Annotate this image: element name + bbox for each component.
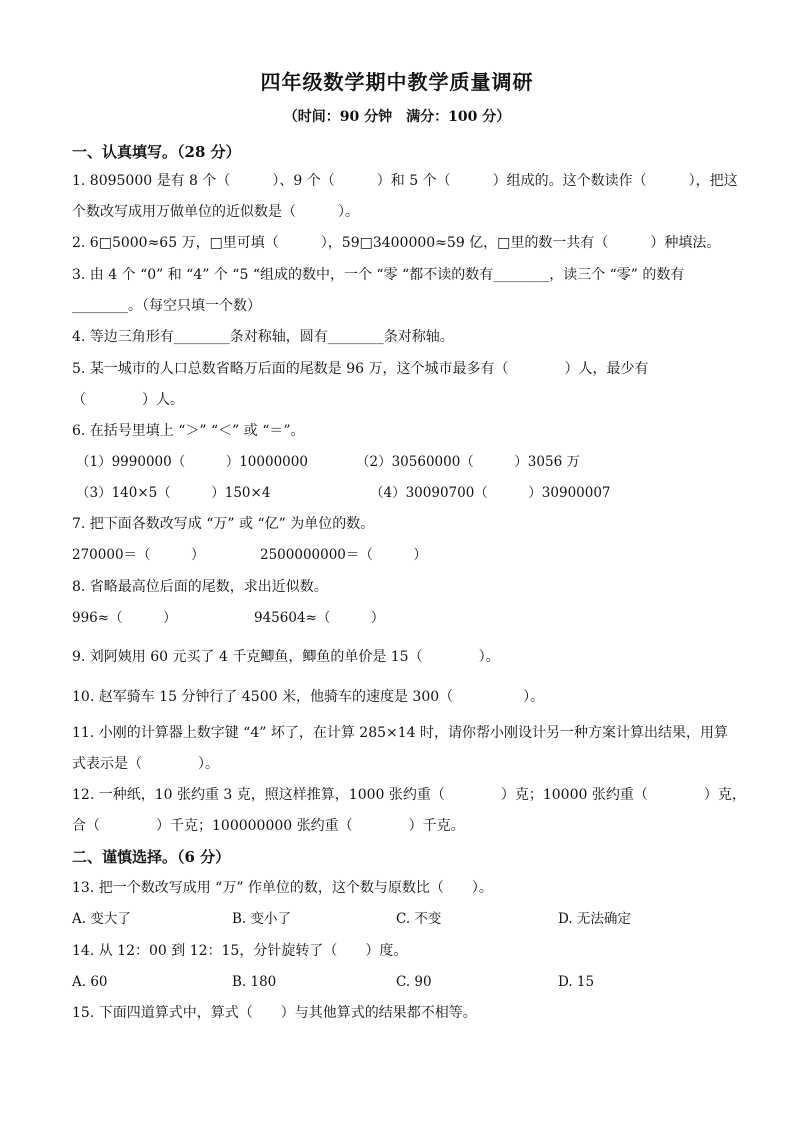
exam-info: （时间：90 分钟 满分：100 分） xyxy=(283,109,511,125)
question-4: 4. 等边三角形有________条对称轴，圆有________条对称轴。 xyxy=(72,329,454,345)
question-12-line-2: 合（ ）千克；100000000 张约重（ ）千克。 xyxy=(72,818,465,834)
question-14-option-c: C. 90 xyxy=(396,974,432,990)
question-7-item-2: 2500000000＝（ ） xyxy=(260,547,427,563)
question-14-option-b: B. 180 xyxy=(232,974,277,990)
question-5-line-1: 5. 某一城市的人口总数省略万后面的尾数是 96 万，这个城市最多有（ ）人，最少有 xyxy=(72,361,649,377)
question-13-stem: 13. 把一个数改写成用 “万” 作单位的数，这个数与原数比（ ）。 xyxy=(72,880,493,896)
question-5-line-2: （ ）人。 xyxy=(72,392,184,408)
question-6-item-1: （1）9990000（ ）10000000 xyxy=(76,454,308,470)
page-title: 四年级数学期中教学质量调研 xyxy=(260,70,534,94)
question-13-option-a: A. 变大了 xyxy=(72,911,131,927)
question-8-item-1: 996≈（ ） xyxy=(72,610,177,626)
question-11-line-1: 11. 小刚的计算器上数字键 “4” 坏了，在计算 285×14 时，请你帮小刚设计另一种方案计算出结果，用算 xyxy=(72,725,729,741)
question-11-line-2: 式表示是（ ）。 xyxy=(72,756,219,772)
question-13-option-d: D. 无法确定 xyxy=(558,911,631,927)
question-6-item-2: （2）30560000（ ）3056 万 xyxy=(356,454,580,470)
question-10: 10. 赵军骑车 15 分钟行了 4500 米，他骑车的速度是 300（ ）。 xyxy=(72,689,545,705)
section-2-heading: 二、谨慎选择。（6 分） xyxy=(72,848,231,866)
question-14-option-d: D. 15 xyxy=(558,974,595,990)
question-14-option-a: A. 60 xyxy=(72,974,108,990)
question-8-item-2: 945604≈（ ） xyxy=(254,610,385,626)
question-8-stem: 8. 省略最高位后面的尾数，求出近似数。 xyxy=(72,579,328,595)
question-1-line-2: 个数改写成用万做单位的近似数是（ ）。 xyxy=(72,204,359,220)
question-3-line-1: 3. 由 4 个 “0” 和 “4” 个 “5 “组成的数中，一个 “零 “都不读的数有________，读三个 “零” 的数有 xyxy=(72,267,685,283)
question-15-stem: 15. 下面四道算式中，算式（ ）与其他算式的结果都不相等。 xyxy=(72,1005,477,1021)
question-1-line-1: 1. 8095000 是有 8 个（ ）、9 个（ ）和 5 个（ ）组成的。这个数读作（ ），把这 xyxy=(72,173,738,189)
question-12-line-1: 12. 一种纸，10 张约重 3 克，照这样推算，1000 张约重（ ）克；10000 张约重（ ）克， xyxy=(72,787,746,803)
question-7-item-1: 270000＝（ ） xyxy=(72,547,205,563)
question-3-line-2: ________。（每空只填一个数） xyxy=(72,298,261,314)
section-1-heading: 一、认真填写。（28 分） xyxy=(72,143,241,161)
question-6-item-4: （4）30090700（ ）30900007 xyxy=(370,485,611,501)
question-14-stem: 14. 从 12：00 到 12：15，分针旋转了（ ）度。 xyxy=(72,943,408,959)
question-13-option-b: B. 变小了 xyxy=(232,911,292,927)
question-7-stem: 7. 把下面各数改写成 “万” 或 “亿” 为单位的数。 xyxy=(72,516,375,532)
question-6-stem: 6. 在括号里填上 “＞” “＜” 或 “＝”。 xyxy=(72,423,305,439)
question-2: 2. 6□5000≈65 万，□里可填（ ），59□3400000≈59 亿，□里的数一共有（ ）种填法。 xyxy=(72,235,721,251)
question-13-option-c: C. 不变 xyxy=(396,911,442,927)
question-9: 9. 刘阿姨用 60 元买了 4 千克鲫鱼，鲫鱼的单价是 15（ ）。 xyxy=(72,649,500,665)
question-6-item-3: （3）140×5（ ）150×4 xyxy=(76,485,271,501)
